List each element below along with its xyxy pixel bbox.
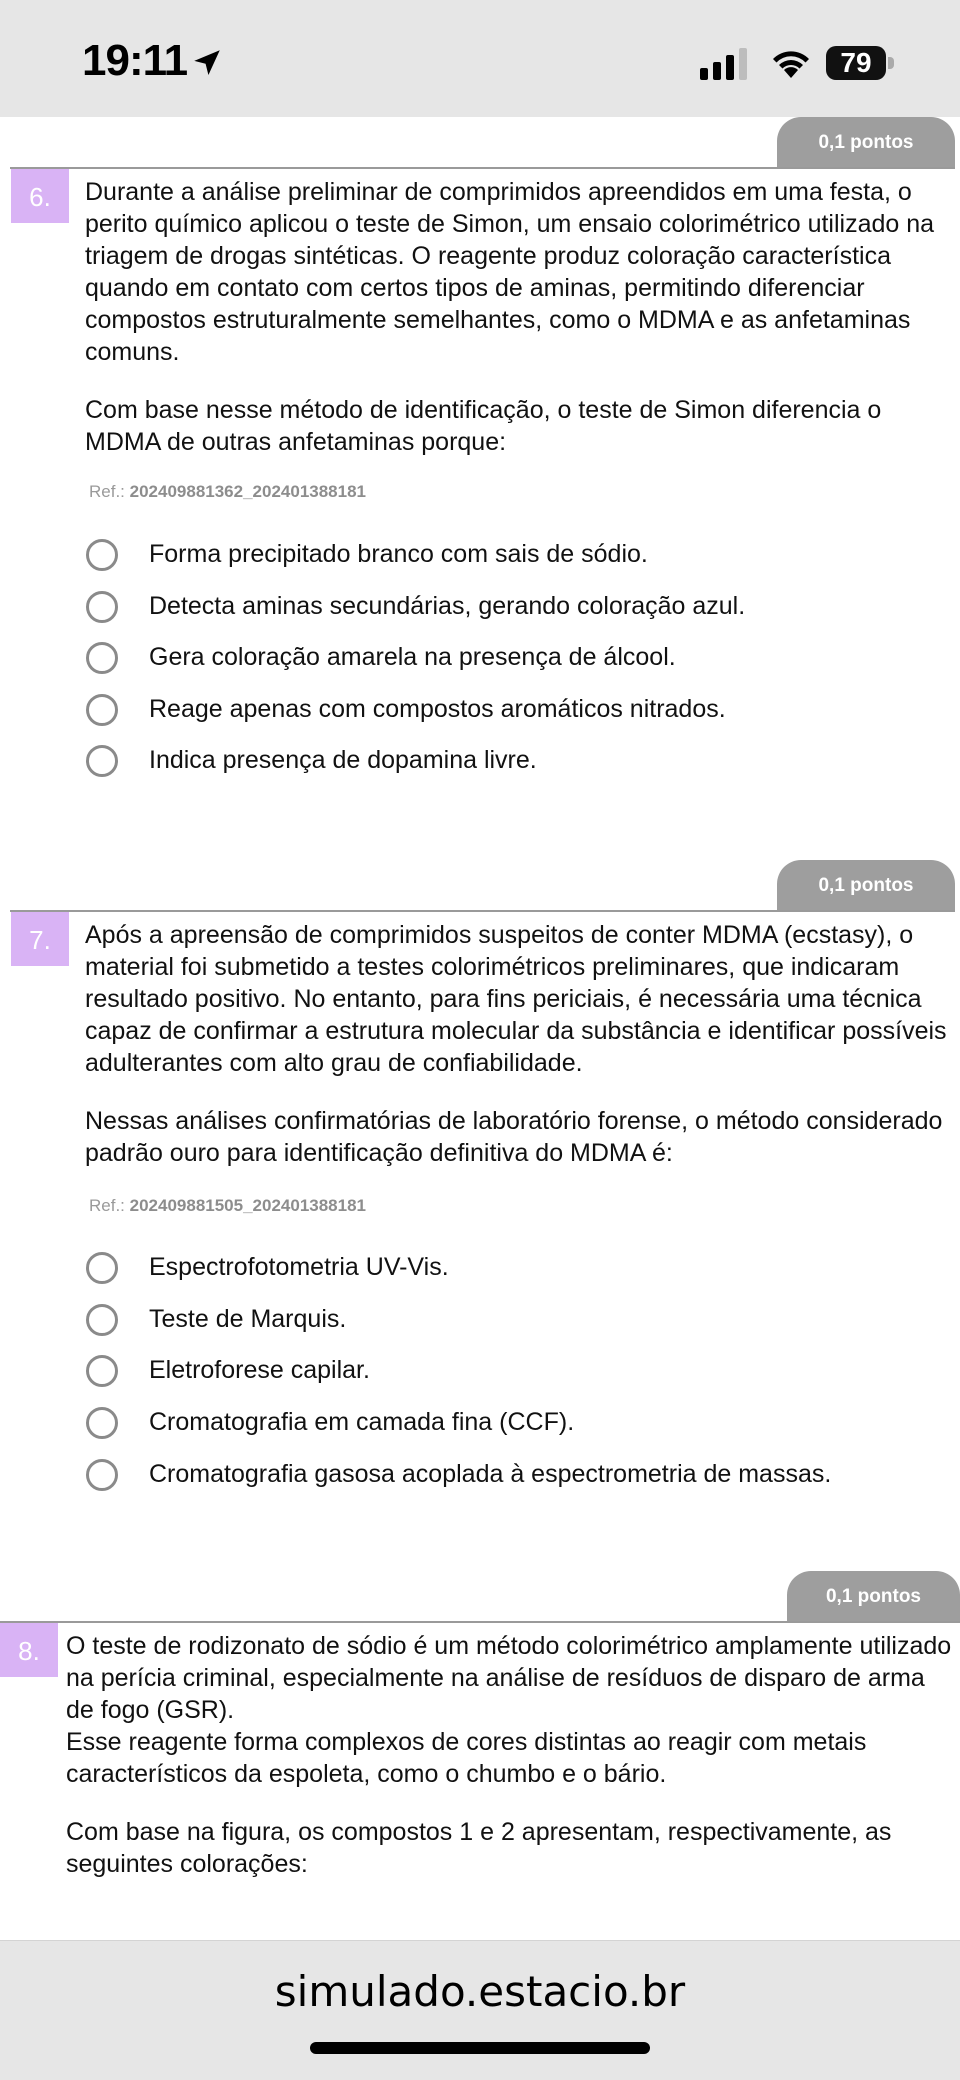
option-label[interactable]: Eletroforese capilar. (149, 1356, 370, 1384)
option-label[interactable]: Gera coloração amarela na presença de álcool. (149, 643, 676, 671)
home-indicator[interactable] (310, 2042, 650, 2054)
points-badge: 0,1 pontos (777, 860, 955, 910)
ref-label: Ref.: (89, 1196, 125, 1215)
question-number: 6. (11, 169, 69, 223)
ref-value: 202409881362_202401388181 (129, 482, 367, 501)
option-label[interactable]: Forma precipitado branco com sais de sódio. (149, 540, 648, 568)
ref-value: 202409881505_202401388181 (129, 1196, 367, 1215)
answer-option[interactable] (86, 745, 886, 785)
option-label[interactable]: Detecta aminas secundárias, gerando coloração azul. (149, 592, 746, 620)
question-divider (10, 910, 955, 912)
battery-tip (888, 57, 894, 69)
status-time: 19:11 (82, 36, 188, 85)
answer-option[interactable] (86, 1407, 886, 1447)
option-label[interactable]: Cromatografia em camada fina (CCF). (149, 1408, 575, 1436)
cellular-signal-icon (700, 48, 752, 80)
answer-option[interactable] (86, 1252, 886, 1292)
radio-button[interactable] (86, 1252, 118, 1284)
radio-button[interactable] (86, 591, 118, 623)
radio-button[interactable] (86, 1459, 118, 1491)
battery-level: 79 (826, 46, 886, 80)
wifi-icon (770, 46, 812, 80)
question-ref (89, 482, 366, 502)
question-text (66, 1630, 956, 1880)
points-badge: 0,1 pontos (777, 117, 955, 167)
question-text (85, 176, 950, 458)
option-label[interactable]: Cromatografia gasosa acoplada à espectrometria de massas. (149, 1460, 832, 1488)
question-text (85, 919, 955, 1169)
points-badge: 0,1 pontos (787, 1571, 960, 1621)
answer-option[interactable] (86, 591, 886, 631)
option-label[interactable]: Indica presença de dopamina livre. (149, 746, 537, 774)
answer-option[interactable] (86, 1355, 886, 1395)
question-paragraph: O teste de rodizonato de sódio é um método colorimétrico amplamente utilizado na perícia criminal, especialmente na análise de resíduos de disparo de arma de fogo (GSR). (66, 1632, 952, 1724)
option-label[interactable]: Espectrofotometria UV-Vis. (149, 1253, 449, 1281)
answer-option[interactable] (86, 694, 886, 734)
radio-button[interactable] (86, 1407, 118, 1439)
radio-button[interactable] (86, 642, 118, 674)
radio-button[interactable] (86, 694, 118, 726)
question-prompt: Nessas análises confirmatórias de laboratório forense, o método considerado padrão ouro para identificação definitiva do MDMA é: (85, 1107, 943, 1167)
question-paragraph: Após a apreensão de comprimidos suspeitos de conter MDMA (ecstasy), o material foi submetido a testes colorimétricos preliminares, que indicaram resultado positivo. No entanto, para fins periciais, é necessária uma técnica capaz de confirmar a estrutura molecular da substância e identificar possíveis adulterantes com alto grau de confiabilidade. (85, 921, 947, 1077)
question-prompt: Com base na figura, os compostos 1 e 2 apresentam, respectivamente, as seguintes colorações: (66, 1818, 892, 1878)
radio-button[interactable] (86, 745, 118, 777)
url-bar[interactable]: simulado.estacio.br (274, 1967, 686, 2016)
answer-option[interactable] (86, 539, 886, 579)
browser-bottom-bar (0, 1940, 960, 2080)
question-paragraph: Durante a análise preliminar de comprimidos apreendidos em uma festa, o perito químico aplicou o teste de Simon, um ensaio colorimétrico utilizado na triagem de drogas sintéticas. O reagente produz coloração característica quando em contato com certos tipos de aminas, permitindo diferenciar compostos estruturalmente semelhantes, como o MDMA e as anfetaminas comuns. (85, 178, 935, 366)
option-label[interactable]: Reage apenas com compostos aromáticos nitrados. (149, 695, 726, 723)
location-arrow-icon (190, 46, 224, 80)
question-ref (89, 1196, 366, 1216)
question-number: 8. (0, 1623, 58, 1677)
question-paragraph-continued: Esse reagente forma complexos de cores distintas ao reagir com metais característicos da espoleta, como o chumbo e o bário. (66, 1728, 867, 1788)
radio-button[interactable] (86, 539, 118, 571)
option-label[interactable]: Teste de Marquis. (149, 1305, 347, 1333)
battery-indicator (826, 46, 896, 80)
question-number: 7. (11, 912, 69, 966)
radio-button[interactable] (86, 1355, 118, 1387)
ref-label: Ref.: (89, 482, 125, 501)
question-prompt: Com base nesse método de identificação, o teste de Simon diferencia o MDMA de outras anfetaminas porque: (85, 396, 882, 456)
question-divider (0, 1621, 960, 1623)
answer-option[interactable] (86, 1304, 886, 1344)
question-divider (10, 167, 955, 169)
answer-option[interactable] (86, 642, 886, 682)
radio-button[interactable] (86, 1304, 118, 1336)
answer-option[interactable] (86, 1459, 886, 1499)
status-bar (0, 0, 960, 117)
